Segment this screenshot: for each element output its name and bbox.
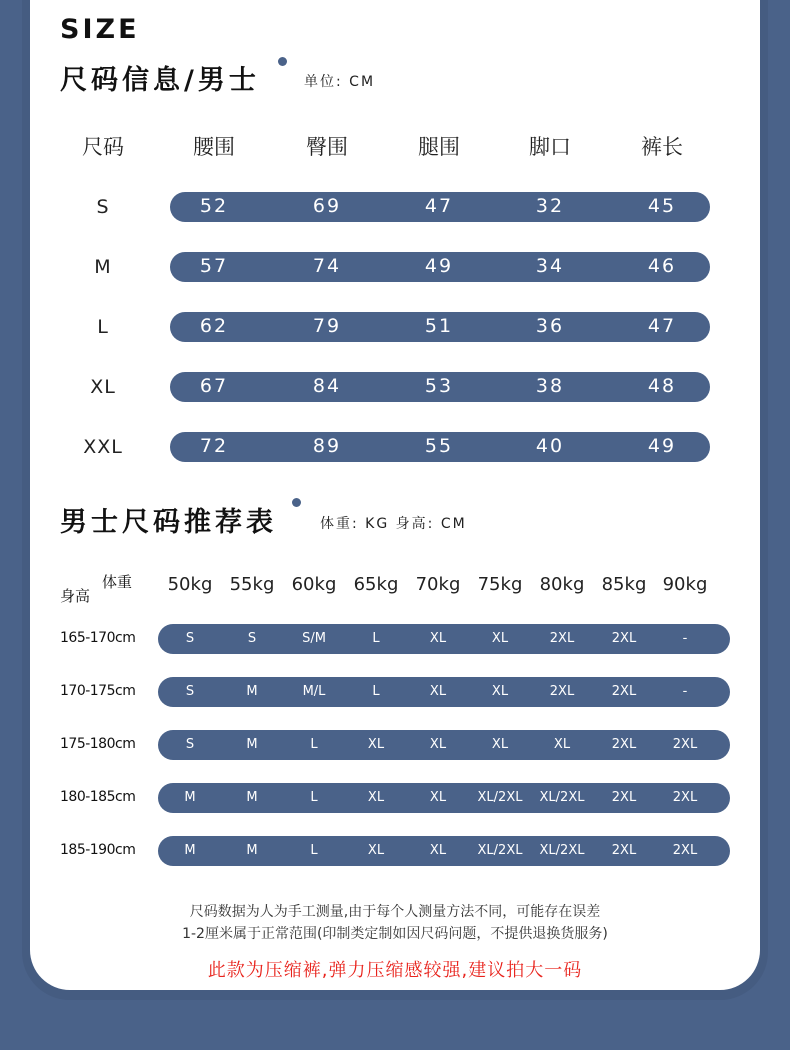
recommend-row (158, 783, 730, 813)
size-value: 62 (199, 315, 229, 337)
size-label: XL (90, 376, 116, 398)
size-label: S (96, 196, 110, 218)
recommend-size: M/L (302, 684, 326, 699)
size-value: 36 (535, 315, 565, 337)
recommend-size: M (246, 684, 258, 699)
recommend-size: - (682, 631, 688, 646)
size-value: 79 (312, 315, 342, 337)
size-col-header: 尺码 (82, 135, 124, 159)
size-label: M (94, 256, 112, 278)
recommend-size: S/M (302, 631, 326, 646)
weight-col-header: 70kg (415, 574, 461, 595)
recommend-title: 男士尺码推荐表 (60, 507, 277, 538)
recommend-size: XL (429, 684, 447, 699)
recommend-size: - (682, 684, 688, 699)
size-value: 84 (312, 375, 342, 397)
size-row (170, 372, 710, 402)
recommend-size: 2XL (549, 684, 575, 699)
recommend-row (158, 624, 730, 654)
size-col-header: 脚口 (529, 135, 571, 159)
recommend-size: 2XL (611, 790, 637, 805)
size-value: 47 (647, 315, 677, 337)
recommend-size: 2XL (672, 790, 698, 805)
recommend-size: 2XL (672, 737, 698, 752)
recommend-size: XL (491, 737, 509, 752)
size-value: 46 (647, 255, 677, 277)
recommend-row (158, 836, 730, 866)
size-value: 48 (647, 375, 677, 397)
size-row (170, 432, 710, 462)
recommend-size: 2XL (611, 843, 637, 858)
height-label: 170-175cm (60, 683, 136, 699)
height-label: 185-190cm (60, 842, 136, 858)
recommend-size: XL (429, 843, 447, 858)
weight-col-header: 85kg (601, 574, 647, 595)
recommend-size: XL (553, 737, 571, 752)
size-value: 38 (535, 375, 565, 397)
size-value: 55 (424, 435, 454, 457)
size-value: 32 (535, 195, 565, 217)
recommend-unit: 体重: KG 身高: CM (320, 516, 467, 532)
height-label: 180-185cm (60, 789, 136, 805)
recommend-size: S (247, 631, 257, 646)
recommend-size: XL (367, 737, 385, 752)
height-label: 175-180cm (60, 736, 136, 752)
recommend-size: XL/2XL (539, 790, 585, 805)
size-value: 69 (312, 195, 342, 217)
weight-col-header: 90kg (662, 574, 708, 595)
size-value: 52 (199, 195, 229, 217)
recommend-size: 2XL (611, 631, 637, 646)
recommend-size: L (372, 684, 380, 699)
note-line-1: 尺码数据为人为手工测量,由于每个人测量方法不同，可能存在误差 (189, 904, 601, 920)
recommend-row (158, 677, 730, 707)
height-label: 165-170cm (60, 630, 136, 646)
note-line-2: 1-2厘米属于正常范围(印制类定制如因尺码问题，不提供退换货服务) (182, 926, 608, 942)
size-value: 40 (535, 435, 565, 457)
corner-height-label: 身高 (60, 587, 91, 605)
size-col-header: 裤长 (641, 135, 683, 159)
size-value: 67 (199, 375, 229, 397)
size-value: 51 (424, 315, 454, 337)
recommend-size: XL (429, 790, 447, 805)
size-value: 49 (647, 435, 677, 457)
size-value: 89 (312, 435, 342, 457)
size-info-unit: 单位: CM (304, 74, 376, 90)
size-row (170, 252, 710, 282)
weight-col-header: 60kg (291, 574, 337, 595)
corner-weight-label: 体重 (102, 573, 133, 591)
recommend-size: M (184, 790, 196, 805)
size-heading: SIZE (60, 14, 140, 45)
weight-col-header: 50kg (167, 574, 213, 595)
title-dot-icon (278, 57, 287, 66)
recommend-size: XL (429, 737, 447, 752)
size-row (170, 192, 710, 222)
size-col-header: 腿围 (418, 135, 460, 159)
recommend-size: XL (429, 631, 447, 646)
recommend-size: S (185, 684, 195, 699)
recommend-size: L (310, 790, 318, 805)
size-info-title: 尺码信息/男士 (60, 65, 260, 96)
size-value: 45 (647, 195, 677, 217)
recommend-size: XL (367, 843, 385, 858)
size-value: 34 (535, 255, 565, 277)
recommend-size: 2XL (549, 631, 575, 646)
size-row (170, 312, 710, 342)
recommend-row (158, 730, 730, 760)
recommend-size: XL/2XL (539, 843, 585, 858)
recommend-size: 2XL (611, 737, 637, 752)
recommend-size: L (310, 737, 318, 752)
size-value: 53 (424, 375, 454, 397)
title-dot-icon (292, 498, 301, 507)
recommend-size: S (185, 631, 195, 646)
recommend-size: XL (367, 790, 385, 805)
size-value: 47 (424, 195, 454, 217)
recommend-size: XL (491, 684, 509, 699)
recommend-size: M (246, 790, 258, 805)
size-label: L (97, 316, 109, 338)
size-value: 49 (424, 255, 454, 277)
recommend-size: L (310, 843, 318, 858)
recommend-size: 2XL (611, 684, 637, 699)
size-col-header: 腰围 (193, 135, 235, 159)
recommend-size: XL/2XL (477, 843, 523, 858)
recommend-size: M (246, 843, 258, 858)
recommend-size: XL/2XL (477, 790, 523, 805)
recommend-size: S (185, 737, 195, 752)
warning-text: 此款为压缩裤,弹力压缩感较强,建议拍大一码 (207, 960, 583, 981)
weight-col-header: 80kg (539, 574, 585, 595)
weight-col-header: 55kg (229, 574, 275, 595)
size-label: XXL (83, 436, 123, 458)
size-col-header: 臀围 (306, 135, 348, 159)
recommend-size: XL (491, 631, 509, 646)
recommend-size: M (246, 737, 258, 752)
recommend-size: M (184, 843, 196, 858)
size-value: 74 (312, 255, 342, 277)
weight-col-header: 75kg (477, 574, 523, 595)
recommend-size: L (372, 631, 380, 646)
size-value: 72 (199, 435, 229, 457)
size-value: 57 (199, 255, 229, 277)
weight-col-header: 65kg (353, 574, 399, 595)
recommend-size: 2XL (672, 843, 698, 858)
